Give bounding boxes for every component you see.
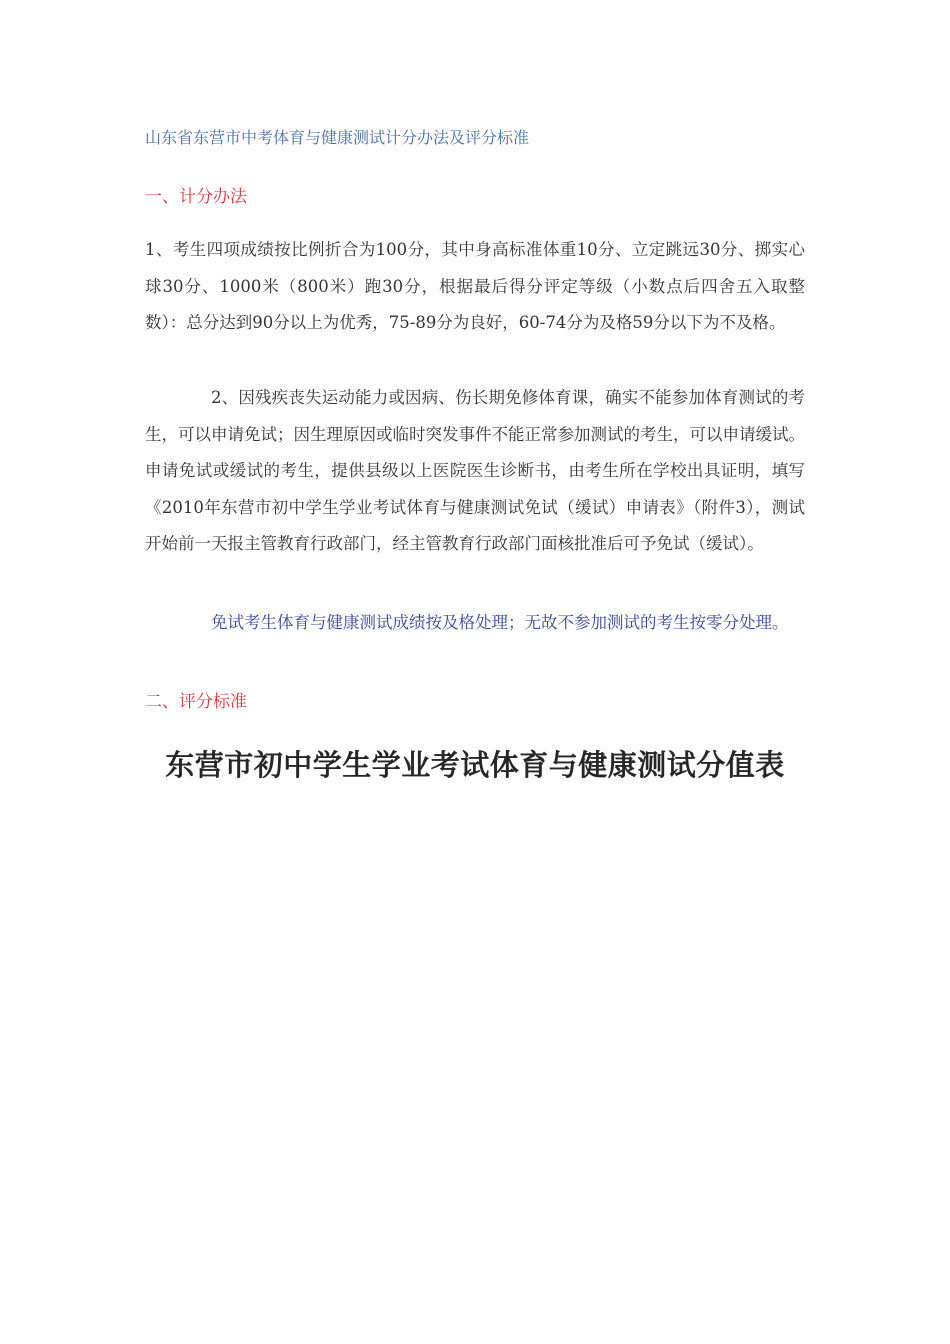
document-title: 山东省东营市中考体育与健康测试计分办法及评分标准 bbox=[145, 128, 530, 147]
paragraph-exemption-rules: 2、因残疾丧失运动能力或因病、伤长期免修体育课，确实不能参加体育测试的考生，可以申请免试；因生理原因或临时突发事件不能正常参加测试的考生，可以申请缓试。申请免试或缓试的考生，提供县级以上医院医生诊断书，由考生所在学校出具证明，填写《2010年东营市初中学生学业考试体育与健康测试免试（缓试）申请表》（附件3），测试开始前一天报主管教育行政部门，经主管教育行政部门面核批准后可予免试（缓试）。 bbox=[145, 388, 805, 553]
section-heading-scoring-method: 一、计分办法 bbox=[145, 187, 247, 207]
paragraph-score-conversion: 1、考生四项成绩按比例折合为100分，其中身高标准体重10分、立定跳远30分、掷实心球30分、1000米（800米）跑30分，根据最后得分评定等级（小数点后四舍五入取整数）：总分达到90分以上为优秀，75-89分为良好，60-74分为及格59分以下为不及格。 bbox=[145, 240, 805, 332]
paragraph-exempt-score-note: 免试考生体育与健康测试成绩按及格处理；无故不参加测试的考生按零分处理。 bbox=[211, 613, 789, 632]
section-heading-scoring-standard: 二、评分标准 bbox=[145, 692, 247, 712]
score-table-title: 东营市初中学生学业考试体育与健康测试分值表 bbox=[165, 748, 785, 782]
